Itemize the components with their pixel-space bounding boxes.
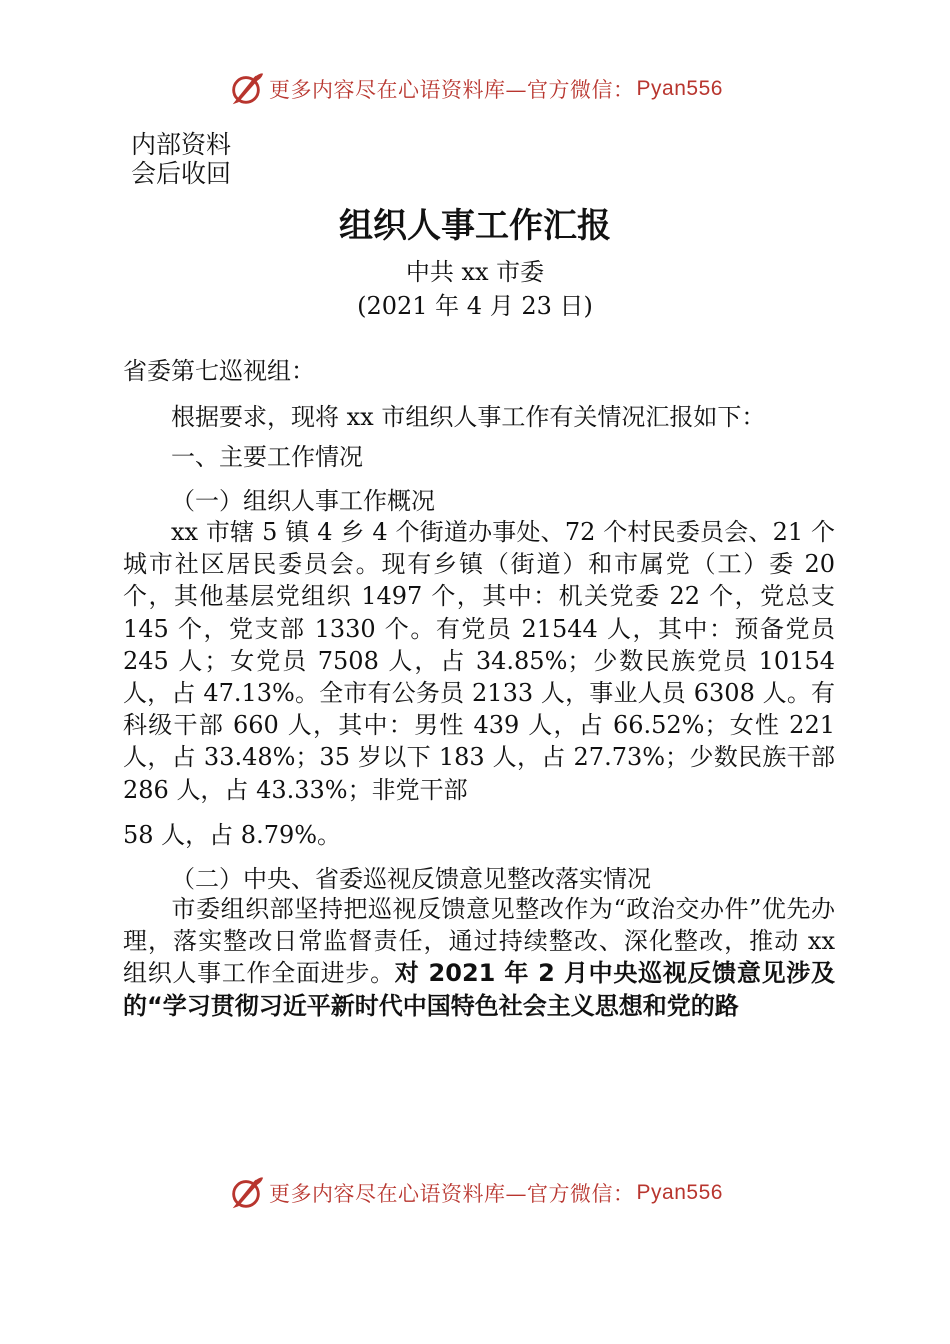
document-date: (2021 年 4 月 23 日): [357, 292, 593, 320]
rectification-text: 市委组织部坚持把巡视反馈意见整改作为“政治交办件”优先办理，落实整改日常监督责任，通过持续整改、深化整改，推动 xx 组织人事工作全面进步。: [123, 895, 835, 988]
quill-logo-icon: [227, 70, 265, 108]
rectification-bold-text: 对 2021 年 2 月中央巡视反馈意见涉及的“学习贯彻习近平新时代中国特色社会主义思想和党的路: [123, 959, 836, 1020]
section-heading-1: 一、主要工作情况: [171, 443, 363, 471]
salutation: 省委第七巡视组：: [123, 357, 315, 385]
overview-paragraph-tail: 58 人，占 8.79%。: [123, 821, 342, 849]
rectification-paragraph: [123, 893, 835, 1022]
watermark-id: Pyan556: [636, 1181, 723, 1204]
document-issuer: 中共 xx 市委: [405, 258, 545, 286]
watermark-bottom: [0, 1174, 950, 1212]
overview-paragraph: [123, 516, 835, 806]
intro-paragraph: 根据要求，现将 xx 市组织人事工作有关情况汇报如下：: [171, 403, 766, 431]
quill-logo-icon: [227, 1174, 265, 1212]
classification-line-2: 会后收回: [131, 159, 232, 188]
subsection-heading-1: （一）组织人事工作概况: [171, 487, 435, 515]
classification-label: [131, 130, 231, 188]
subsection-heading-2: （二）中央、省委巡视反馈意见整改落实情况: [171, 865, 651, 893]
watermark-top: [0, 70, 950, 108]
classification-line-1: 内部资料: [131, 130, 232, 159]
overview-text: xx 市辖 5 镇 4 乡 4 个街道办事处、72 个村民委员会、21 个城市社区居民委员会。现有乡镇（街道）和市属党（工）委 20 个，其他基层党组织 1497 个，其中：机关党委 22 个，党总支 145 个，党支部 1330 个。有党员 21544 人，其中：预备党员 245 人；女党员 7508 人，占 34.85%；少数民族党员 10154 人，占 47.13%。全市有公务员 2133 人，事业人员 6308 人。有科级干部 660 人，其中：男性 439 人，占 66.52%；女性 221 人，占 33.48%；35 岁以下 183 人，占 27.73%；少数民族干部 286 人，占 43.33%；非党干部: [123, 518, 835, 804]
watermark-text: 更多内容尽在心语资料库—官方微信：: [269, 78, 635, 102]
document-title: 组织人事工作汇报: [339, 206, 611, 246]
watermark-text: 更多内容尽在心语资料库—官方微信：: [269, 1182, 635, 1206]
watermark-id: Pyan556: [636, 77, 723, 100]
